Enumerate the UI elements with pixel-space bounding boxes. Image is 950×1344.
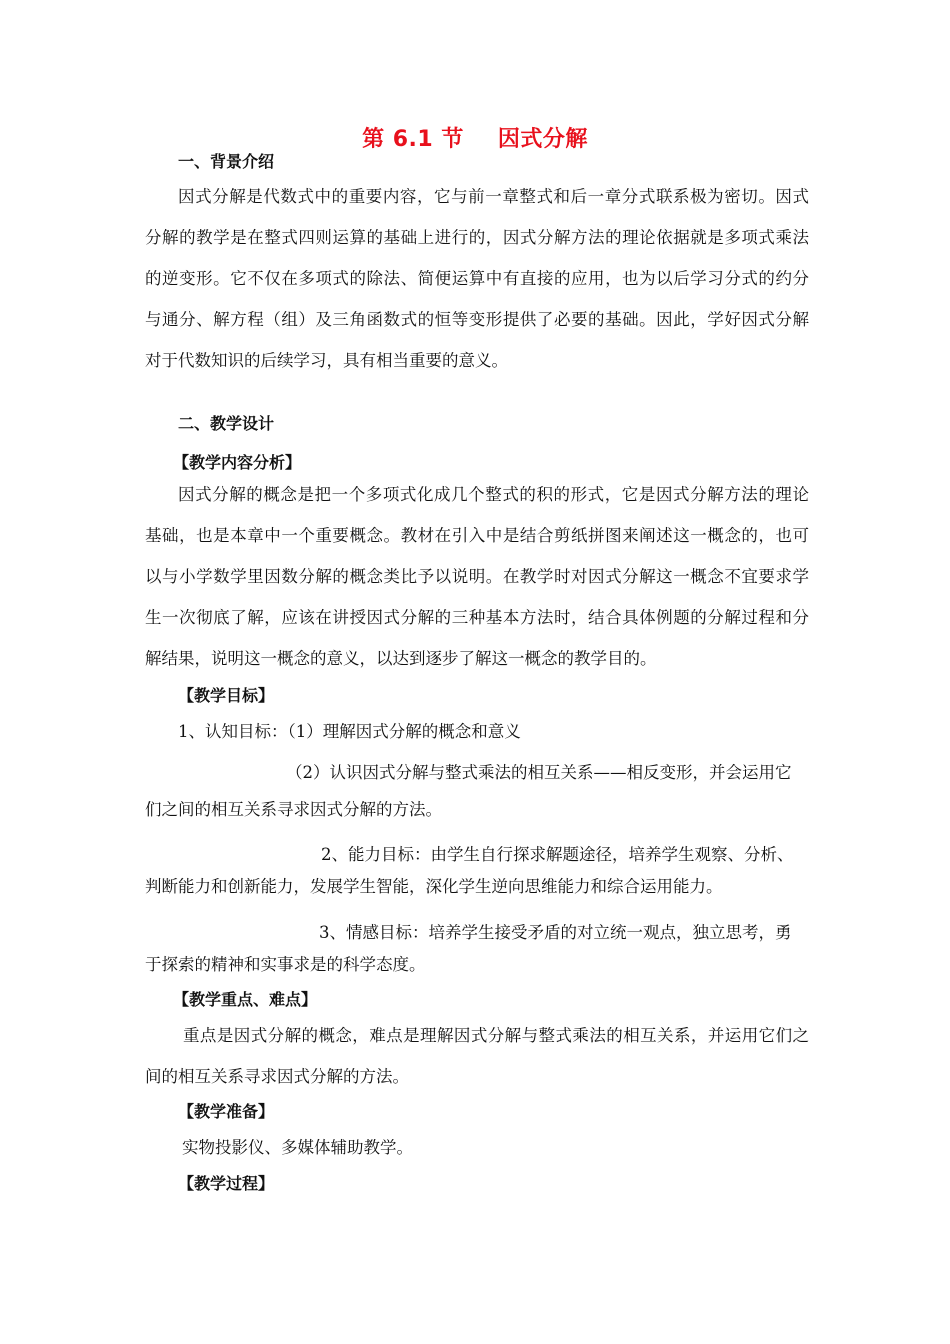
content-analysis-line: 生一次彻底了解，应该在讲授因式分解的三种基本方法时，结合具体例题的分解过程和分 xyxy=(145,608,809,627)
section1-line: 的逆变形。它不仅在多项式的除法、简便运算中有直接的应用，也为以后学习分式的约分 xyxy=(145,269,809,288)
section2-heading: 二、教学设计 xyxy=(178,414,275,433)
prep-heading: 【教学准备】 xyxy=(178,1102,275,1121)
content-analysis-line: 解结果，说明这一概念的意义，以达到逐步了解这一概念的教学目的。 xyxy=(145,649,657,668)
title-topic: 因式分解 xyxy=(497,127,588,152)
goal1-line: 1、认知目标：（1）理解因式分解的概念和意义 xyxy=(178,722,521,741)
section1-heading: 一、背景介绍 xyxy=(178,152,275,171)
keypoints-line2: 间的相互关系寻求因式分解的方法。 xyxy=(145,1067,409,1086)
content-analysis-paragraph xyxy=(145,474,809,679)
prep-line: 实物投影仪、多媒体辅助教学。 xyxy=(182,1138,413,1157)
section1-line: 对于代数知识的后续学习，具有相当重要的意义。 xyxy=(145,351,508,370)
section1-line: 因式分解是代数式中的重要内容，它与前一章整式和后一章分式联系极为密切。因式 xyxy=(178,187,809,206)
content-analysis-heading: 【教学内容分析】 xyxy=(173,453,302,472)
goal2-line2: 判断能力和创新能力，发展学生智能，深化学生逆向思维能力和综合运用能力。 xyxy=(145,877,723,896)
section1-line: 分解的教学是在整式四则运算的基础上进行的，因式分解方法的理论依据就是多项式乘法 xyxy=(145,228,809,247)
content-analysis-line: 以与小学数学里因数分解的概念类比予以说明。在教学时对因式分解这一概念不宜要求学 xyxy=(145,567,809,586)
content-analysis-line: 因式分解的概念是把一个多项式化成几个整式的积的形式，它是因式分解方法的理论 xyxy=(178,485,809,504)
goal3-line2: 于探索的精神和实事求是的科学态度。 xyxy=(145,955,426,974)
goal2-text xyxy=(321,834,809,875)
keypoints-heading: 【教学重点、难点】 xyxy=(173,990,318,1009)
goal2-line1: 2、能力目标：由学生自行探求解题途径，培养学生观察、分析、 xyxy=(321,845,794,864)
content-analysis-line: 基础，也是本章中一个重要概念。教材在引入中是结合剪纸拼图来阐述这一概念的，也可 xyxy=(145,526,809,545)
goal3-text xyxy=(319,912,809,953)
page-title xyxy=(0,122,950,153)
title-section-number: 第 6.1 节 xyxy=(362,127,464,152)
keypoints-paragraph xyxy=(145,1015,809,1097)
goal1b-text xyxy=(286,752,809,793)
section1-line: 与通分、解方程（组）及三角函数式的恒等变形提供了必要的基础。因此，学好因式分解 xyxy=(145,310,809,329)
goal3-line1: 3、情感目标：培养学生接受矛盾的对立统一观点，独立思考，勇 xyxy=(319,923,792,942)
section1-paragraph xyxy=(145,176,809,381)
keypoints-line1: 重点是因式分解的概念，难点是理解因式分解与整式乘法的相互关系，并运用它们之 xyxy=(183,1026,809,1045)
goals-heading: 【教学目标】 xyxy=(178,686,275,705)
goal1b-line1: （2）认识因式分解与整式乘法的相互关系——相反变形，并会运用它 xyxy=(286,763,792,782)
goal1b-line2: 们之间的相互关系寻求因式分解的方法。 xyxy=(145,800,442,819)
process-heading: 【教学过程】 xyxy=(178,1174,275,1193)
